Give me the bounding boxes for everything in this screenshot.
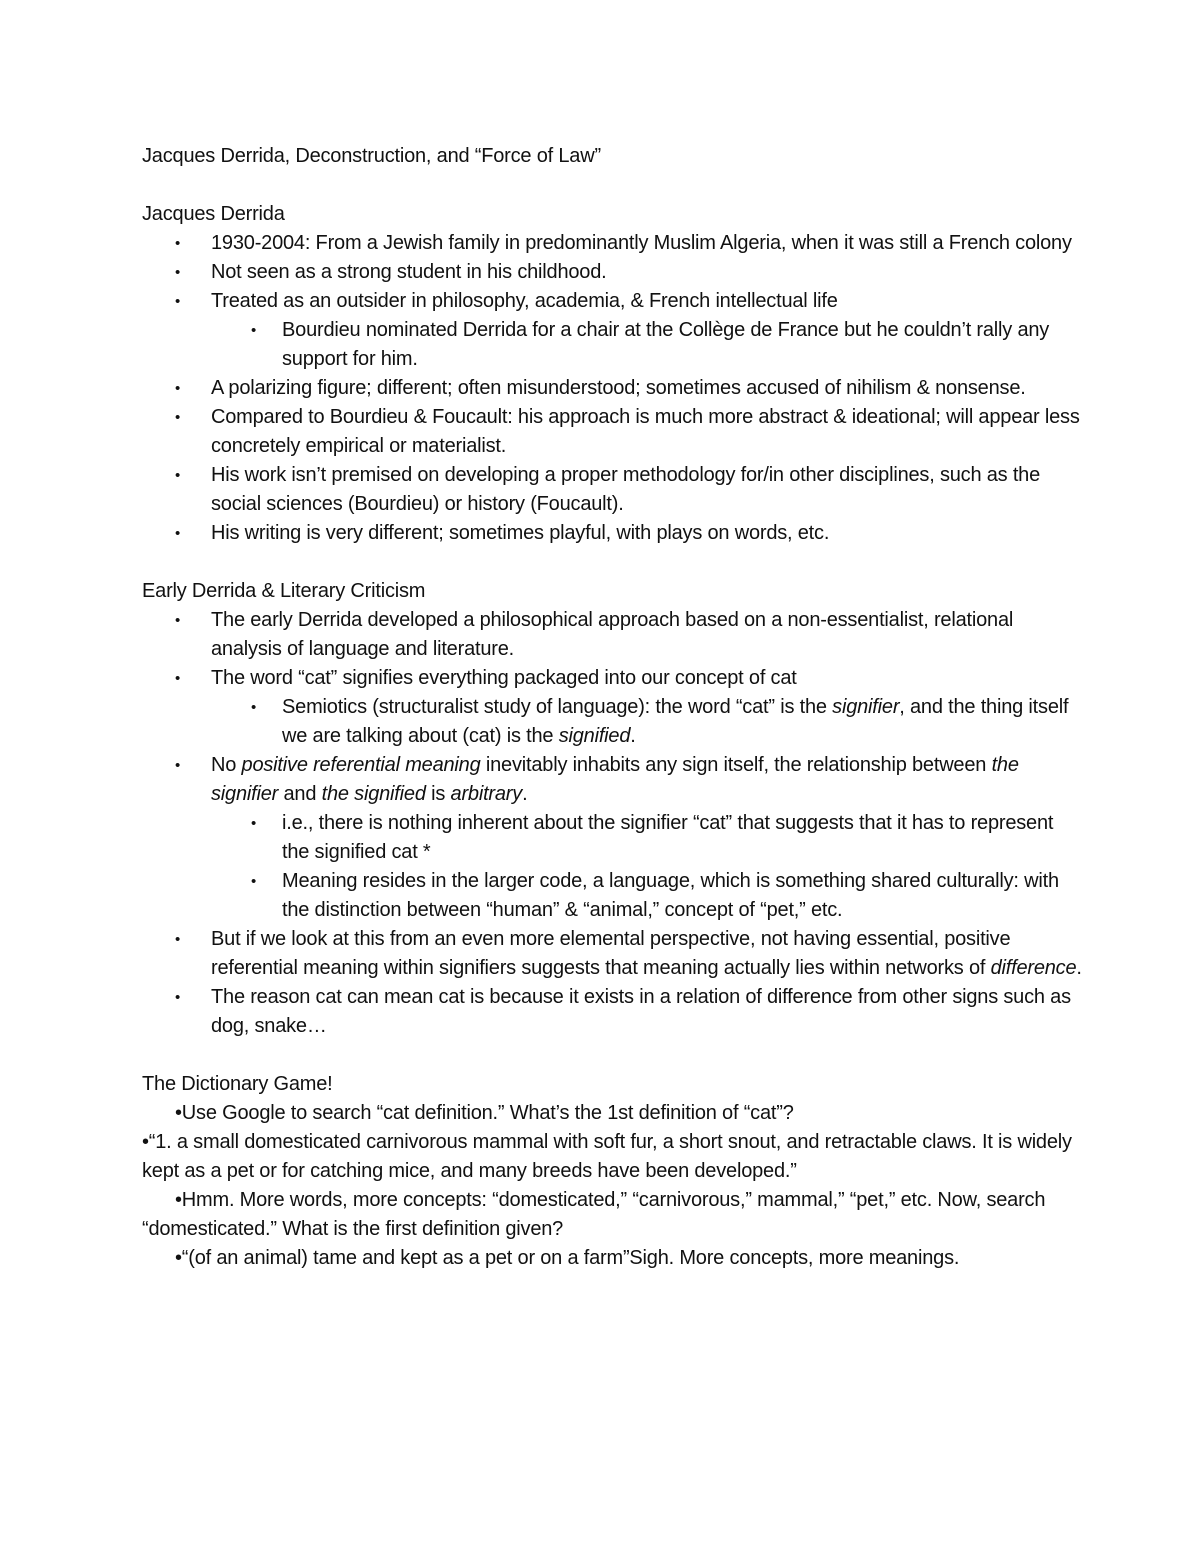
list-item [142, 229, 1082, 258]
list-item-text: The reason cat can mean cat is because it exists in a relation of difference from other signs such as dog, snake… [211, 986, 1071, 1037]
italic-term: positive referential meaning [241, 754, 481, 776]
sub-list-item [211, 693, 1082, 751]
list-item-text: A polarizing figure; different; often misunderstood; sometimes accused of nihilism & nonsense. [211, 377, 1026, 399]
list-item-text: Bourdieu nominated Derrida for a chair at the Collège de France but he couldn’t rally any support for him. [282, 319, 1050, 370]
text-run: . [522, 783, 528, 805]
list-item [142, 606, 1082, 664]
italic-term: signifier [832, 696, 900, 718]
game-line-text: •Hmm. More words, more concepts: “domesticated,” “carnivorous,” mammal,” “pet,” etc. Now, search “domesticated.” What is the first definition given? [142, 1189, 1046, 1240]
game-line: •Use Google to search “cat definition.” What’s the 1st definition of “cat”? [175, 1102, 794, 1124]
list-item-text: The early Derrida developed a philosophical approach based on a non-essentialist, relational analysis of language and literature. [211, 609, 1014, 660]
text-run: inevitably inhabits any sign itself, the relationship between [480, 754, 992, 776]
list-item [142, 258, 1082, 287]
list-item [142, 983, 1082, 1041]
spacer [142, 548, 1082, 577]
sub-bullet-list [211, 316, 1082, 374]
text-run: . [630, 725, 636, 747]
list-item-text: His writing is very different; sometimes playful, with plays on words, etc. [211, 522, 830, 544]
italic-term: arbitrary [450, 783, 523, 805]
document-title: Jacques Derrida, Deconstruction, and “Force of Law” [142, 145, 601, 167]
sub-bullet-list [211, 693, 1082, 751]
list-item-text: 1930-2004: From a Jewish family in predominantly Muslim Algeria, when it was still a French colony [211, 232, 1072, 254]
text-run: is [425, 783, 451, 805]
list-item-text: Compared to Bourdieu & Foucault: his approach is much more abstract & ideational; will appear less concretely empirical or materialist. [211, 406, 1080, 457]
italic-term: the signifier [211, 754, 1019, 805]
spacer [142, 171, 1082, 200]
italic-term: signified [558, 725, 631, 747]
text-run: , and the thing itself we are talking about (cat) is the [282, 696, 1069, 747]
derrida-bullet-list [142, 229, 1082, 548]
section-heading-dictionary-game: The Dictionary Game! [142, 1073, 333, 1095]
text-run: No [211, 754, 242, 776]
sub-list-item [211, 809, 1082, 867]
game-line [142, 1244, 1082, 1273]
list-item-text: Meaning resides in the larger code, a language, which is something shared culturally: with the distinction between “human” & “animal,” concept of “pet,” etc. [282, 870, 1059, 921]
list-item [142, 751, 1082, 925]
list-item-text: The word “cat” signifies everything packaged into our concept of cat [211, 667, 797, 689]
early-bullet-list [142, 606, 1082, 1041]
game-line-text: •“(of an animal) tame and kept as a pet or on a farm”Sigh. More concepts, more meanings. [175, 1247, 960, 1269]
sub-list-item [211, 867, 1082, 925]
spacer [142, 1041, 1082, 1070]
sub-bullet-list [211, 809, 1082, 925]
list-item [142, 374, 1082, 403]
game-line-text: •“1. a small domesticated carnivorous mammal with soft fur, a short snout, and retractable claws. It is widely kept as a pet or for catching mice, and many breeds have been developed.” [142, 1131, 1072, 1182]
document-page [142, 142, 1082, 1273]
list-item-text: i.e., there is nothing inherent about the signifier “cat” that suggests that it has to represent the signified cat * [282, 812, 1054, 863]
list-item [142, 519, 1082, 548]
section-heading-early-derrida: Early Derrida & Literary Criticism [142, 580, 426, 602]
italic-term: the signified [321, 783, 426, 805]
list-item [142, 287, 1082, 374]
list-item-text: His work isn’t premised on developing a proper methodology for/in other disciplines, such as the social sciences (Bourdieu) or history (Foucault). [211, 464, 1041, 515]
text-run: and [278, 783, 322, 805]
list-item [142, 461, 1082, 519]
game-line [142, 1186, 1082, 1244]
list-item [142, 925, 1082, 983]
text-run: But if we look at this from an even more elemental perspective, not having essential, positive referential meaning within signifiers suggests that meaning actually lies within networks of [211, 928, 1011, 979]
sub-list-item [211, 316, 1082, 374]
list-item-text: Treated as an outsider in philosophy, academia, & French intellectual life [211, 290, 838, 312]
section-heading-derrida: Jacques Derrida [142, 203, 285, 225]
text-run: . [1076, 957, 1082, 979]
dictionary-game-lines [142, 1099, 1082, 1128]
list-item-text: Not seen as a strong student in his childhood. [211, 261, 607, 283]
text-run: Semiotics (structuralist study of language): the word “cat” is the [282, 696, 833, 718]
list-item [142, 664, 1082, 751]
list-item [142, 403, 1082, 461]
game-line [142, 1128, 1082, 1186]
italic-term: difference [990, 957, 1077, 979]
